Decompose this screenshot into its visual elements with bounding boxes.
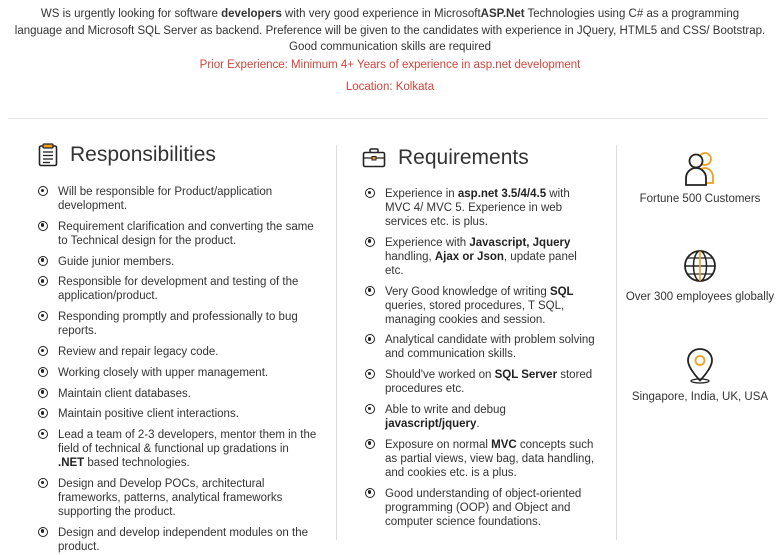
stat-employees	[625, 248, 775, 304]
location-pin-icon	[681, 346, 719, 384]
bullet-icon	[365, 439, 375, 449]
requirement-item: Very Good knowledge of writing SQL queries, stored procedures, T SQL, managing cookies and session.	[363, 285, 595, 327]
responsibility-item: Responding promptly and professionally to bug reports.	[36, 310, 318, 338]
intro-line-3: Good communication skills are required	[289, 41, 491, 53]
bullet-icon	[38, 478, 48, 488]
bullet-icon	[365, 237, 375, 247]
stat-customers	[625, 150, 775, 206]
bullet-icon	[38, 388, 48, 398]
stat-employees-text: Over 300 employees globally	[625, 291, 775, 303]
responsibility-item: Design and develop independent modules on the product.	[36, 526, 318, 554]
responsibility-item: Guide junior members.	[36, 255, 318, 269]
responsibility-item: Design and Develop POCs, architectural frameworks, patterns, analytical frameworks supporting the product.	[36, 477, 318, 519]
job-intro	[10, 6, 770, 96]
location-text: Location: Kolkata	[345, 81, 435, 93]
responsibility-item: Responsible for development and testing of the application/product.	[36, 275, 318, 303]
bullet-icon	[365, 188, 375, 198]
bullet-icon	[38, 276, 48, 286]
stat-customers-text: Fortune 500 Customers	[639, 193, 761, 205]
bullet-icon	[38, 186, 48, 196]
bullet-icon	[365, 369, 375, 379]
responsibilities-list	[36, 185, 318, 555]
requirements-list	[363, 187, 595, 535]
stat-locations	[625, 346, 775, 404]
bullet-icon	[38, 429, 48, 439]
requirement-item: Experience in asp.net 3.5/4/4.5 with MVC 4/ MVC 5. Experience in web services etc. is plus.	[363, 187, 595, 229]
column-divider	[616, 145, 617, 540]
requirement-item: Able to write and debug javascript/jquery.	[363, 403, 595, 431]
section-divider	[8, 118, 768, 119]
bullet-icon	[365, 404, 375, 414]
responsibility-item: Lead a team of 2-3 developers, mentor them in the field of technical & functional up gradations in .NET based technologies.	[36, 428, 318, 470]
requirement-item: Experience with Javascript, Jquery handling, Ajax or Json, update panel etc.	[363, 236, 595, 278]
responsibility-item: Requirement clarification and converting the same to Technical design for the product.	[36, 220, 318, 248]
requirements-heading	[362, 146, 529, 170]
intro-line-2: language and Microsoft SQL Server as backend. Preference will be given to the candidates with experience in JQuery, HTML5 and CSS/ Bootstrap.	[14, 24, 766, 37]
bullet-icon	[365, 286, 375, 296]
intro-line-1: WS is urgently looking for software developers with very good experience in MicrosoftASP.Net Technologies using C# as a programming	[40, 8, 740, 20]
responsibility-item: Review and repair legacy code.	[36, 345, 318, 359]
responsibility-item: Maintain client databases.	[36, 387, 318, 401]
bullet-icon	[38, 408, 48, 418]
column-divider	[336, 145, 337, 540]
notepad-icon	[38, 143, 58, 167]
bullet-icon	[365, 334, 375, 344]
responsibility-item: Maintain positive client interactions.	[36, 407, 318, 421]
globe-icon	[681, 248, 719, 284]
responsibilities-title: Responsibilities	[70, 143, 216, 166]
users-icon	[681, 150, 719, 186]
requirement-item: Exposure on normal MVC concepts such as partial views, view bag, data handling, and cookies etc. is a plus.	[363, 438, 595, 480]
bullet-icon	[38, 256, 48, 266]
responsibilities-heading	[38, 143, 216, 167]
experience-text: Prior Experience: Minimum 4+ Years of experience in asp.net development	[199, 58, 581, 71]
requirement-item: Analytical candidate with problem solving and communication skills.	[363, 333, 595, 361]
stat-locations-text: Singapore, India, UK, USA	[631, 391, 769, 403]
bullet-icon	[38, 311, 48, 321]
responsibility-item: Working closely with upper management.	[36, 366, 318, 380]
bullet-icon	[38, 527, 48, 537]
bullet-icon	[38, 367, 48, 377]
requirements-title: Requirements	[398, 146, 529, 169]
bullet-icon	[38, 346, 48, 356]
bullet-icon	[365, 488, 375, 498]
briefcase-icon	[362, 148, 386, 168]
bullet-icon	[38, 221, 48, 231]
requirement-item: Good understanding of object-oriented programming (OOP) and Object and computer science foundations.	[363, 487, 595, 529]
responsibility-item: Will be responsible for Product/application development.	[36, 185, 318, 213]
requirement-item: Should've worked on SQL Server stored procedures etc.	[363, 368, 595, 396]
